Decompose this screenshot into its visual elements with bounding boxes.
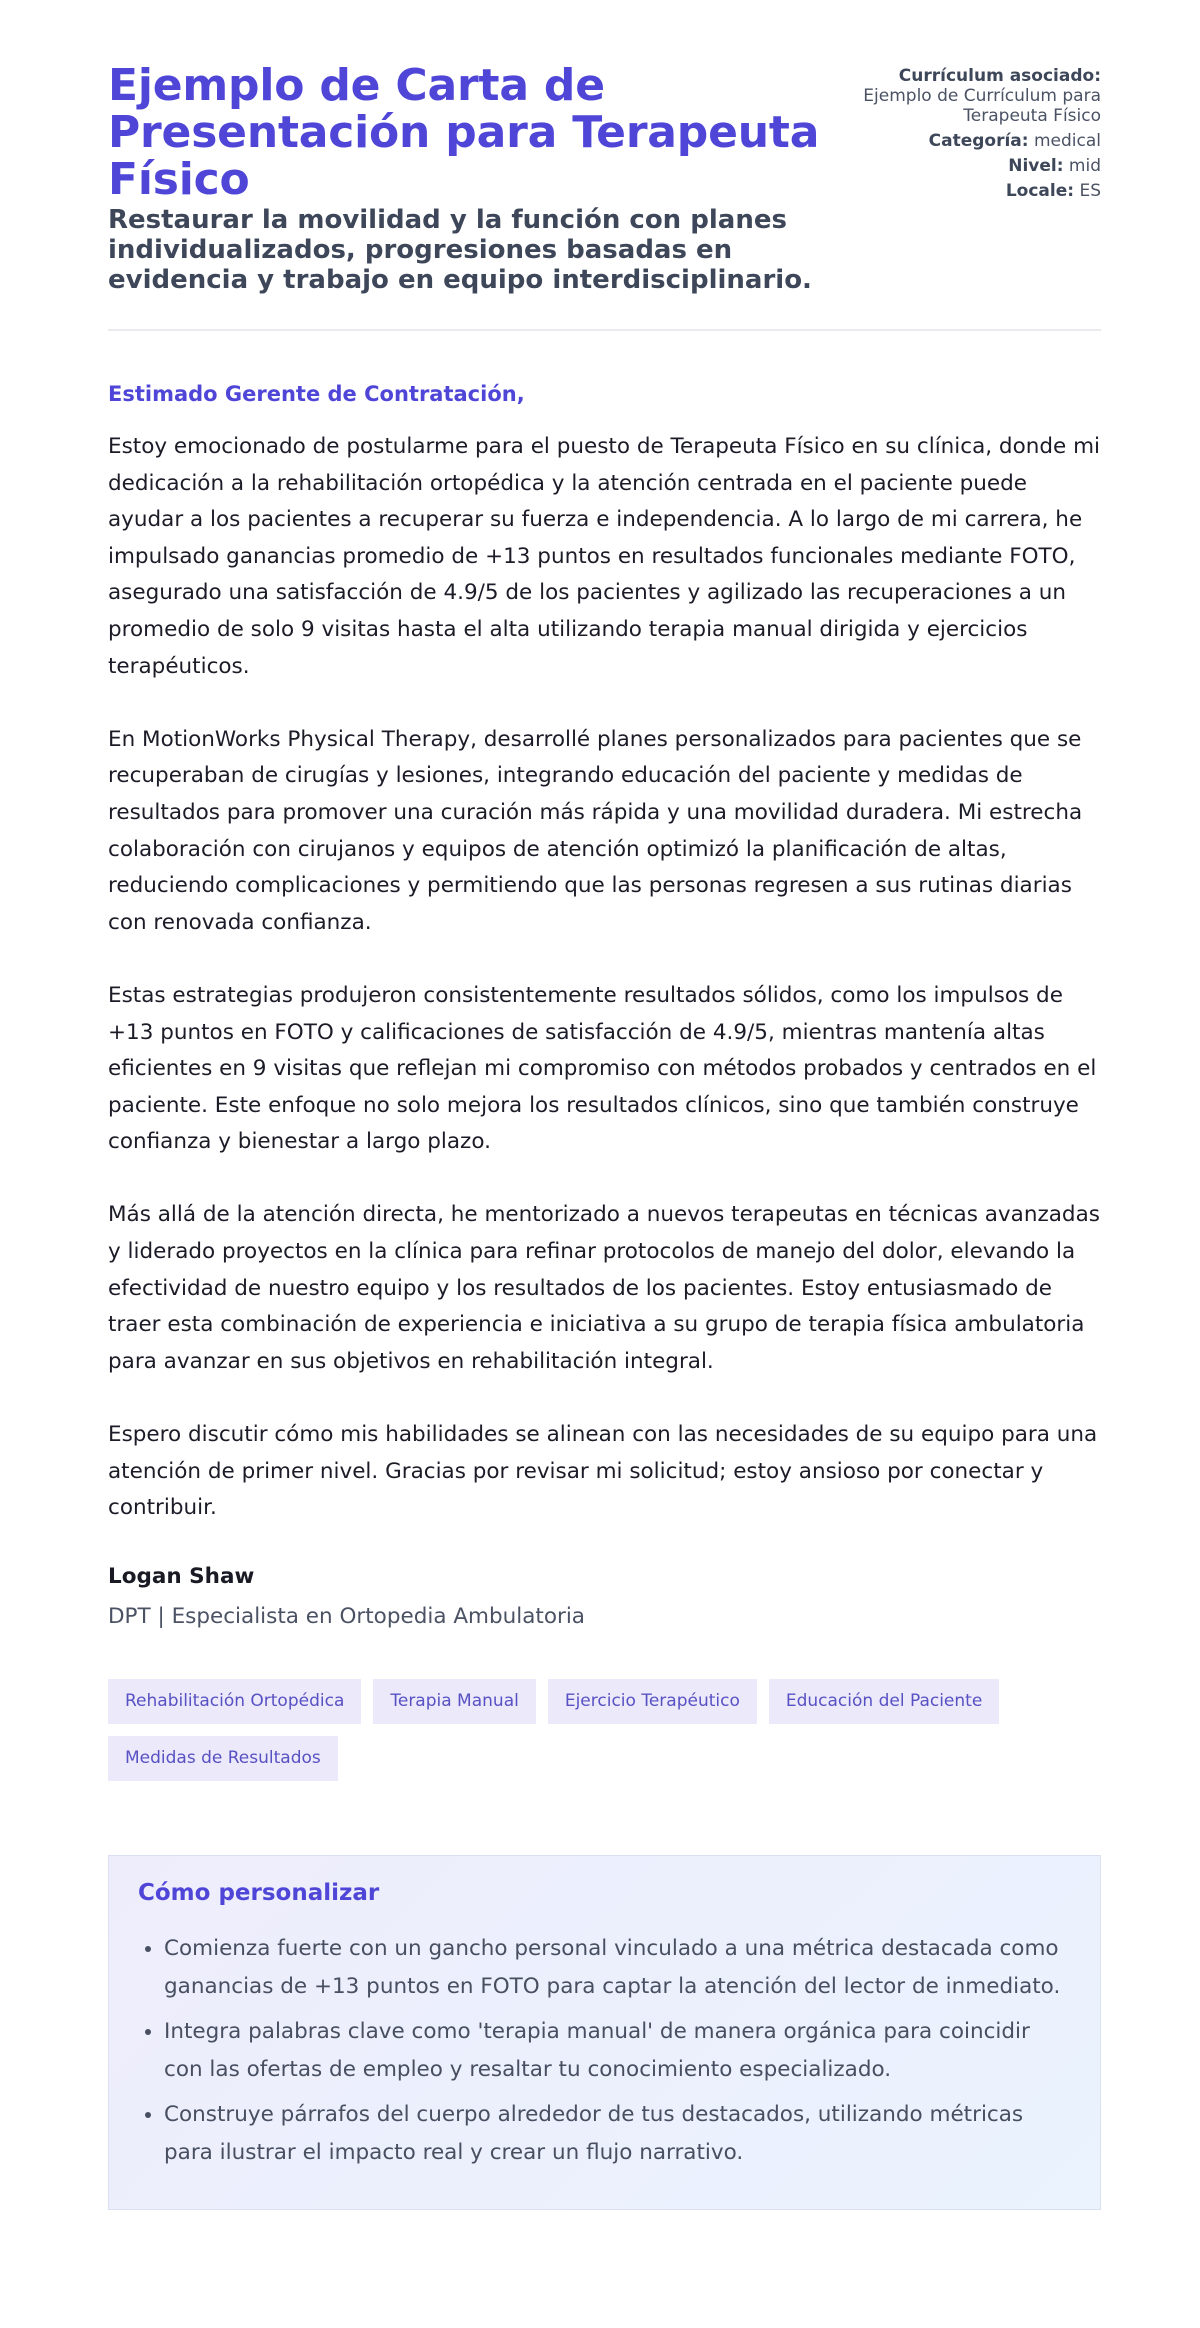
tips-item: • Integra palabras clave como 'terapia manual' de manera orgánica para coincidir con las ofertas de empleo y resaltar tu conocimiento especializado. xyxy=(164,2013,1071,2088)
skill-tag[interactable]: Medidas de Resultados xyxy=(108,1736,338,1781)
skill-tag[interactable]: Ejercicio Terapéutico xyxy=(548,1679,757,1724)
meta-category-label: Categoría: xyxy=(928,131,1029,151)
meta-level-label: Nivel: xyxy=(1008,156,1064,176)
skill-tags xyxy=(108,1679,1028,1781)
skill-tag[interactable]: Educación del Paciente xyxy=(769,1679,999,1724)
meta-panel xyxy=(841,66,1101,206)
page-subtitle: Restaurar la movilidad y la función con planes individualizados, progresiones basadas en evidencia y trabajo en equipo interdisciplinario. xyxy=(108,205,812,295)
tips-list xyxy=(138,1930,1071,2171)
meta-resume-value[interactable]: Ejemplo de Currículum para Terapeuta Físico xyxy=(863,86,1101,126)
meta-locale xyxy=(841,181,1101,201)
customization-tips-box xyxy=(108,1855,1101,2210)
meta-level-value: mid xyxy=(1068,156,1101,176)
meta-locale-label: Locale: xyxy=(1005,181,1075,201)
meta-category-value: medical xyxy=(1033,131,1101,151)
signature-name: Logan Shaw xyxy=(108,1564,255,1590)
meta-category xyxy=(841,131,1101,151)
meta-resume xyxy=(841,66,1101,126)
letter-paragraph: En MotionWorks Physical Therapy, desarrollé planes personalizados para pacientes que se recuperaban de cirugías y lesiones, integrando educación del paciente y medidas de resultados para promover una curación más rápida y una movilidad duradera. Mi estrecha colaboración con cirujanos y equipos de atención optimizó la planificación de altas, reduciendo complicaciones y permitiendo que las personas regresen a sus rutinas diarias con renovada confianza. xyxy=(108,726,1083,935)
letter-paragraph: Espero discutir cómo mis habilidades se alinean con las necesidades de su equipo para una atención de primer nivel. Gracias por revisar mi solicitud; estoy ansioso por conectar y contribuir. xyxy=(108,1422,1098,1521)
tips-item: • Construye párrafos del cuerpo alrededor de tus destacados, utilizando métricas para ilustrar el impacto real y crear un flujo narrativo. xyxy=(164,2096,1071,2171)
meta-locale-value: ES xyxy=(1079,181,1101,201)
page-header xyxy=(108,62,1101,295)
tips-item: • Comienza fuerte con un gancho personal vinculado a una métrica destacada como ganancias de +13 puntos en FOTO para captar la atención del lector de inmediato. xyxy=(164,1930,1071,2005)
signature-title: DPT | Especialista en Ortopedia Ambulatoria xyxy=(108,1604,585,1630)
cover-letter-page xyxy=(108,62,1101,2210)
letter-paragraph: Más allá de la atención directa, he mentorizado a nuevos terapeutas en técnicas avanzadas y liderado proyectos en la clínica para refinar protocolos de manejo del dolor, elevando la efectividad de nuestro equipo y los resultados de los pacientes. Estoy entusiasmado de traer esta combinación de experiencia e iniciativa a su grupo de terapia física ambulatoria para avanzar en sus objetivos en rehabilitación integral. xyxy=(108,1202,1100,1374)
letter-paragraph: Estas estrategias produjeron consistentemente resultados sólidos, como los impulsos de +13 puntos en FOTO y calificaciones de satisfacción de 4.9/5, mientras mantenía altas eficientes en 9 visitas que reflejan mi compromiso con métodos probados y centrados en el paciente. Este enfoque no solo mejora los resultados clínicos, sino que también construye confianza y bienestar a largo plazo. xyxy=(108,982,1097,1155)
skill-tag[interactable]: Terapia Manual xyxy=(373,1679,535,1724)
header-titles xyxy=(108,62,828,295)
letter-paragraph: Estoy emocionado de postularme para el puesto de Terapeuta Físico en su clínica, donde mi dedicación a la rehabilitación ortopédica y la atención centrada en el paciente puede ayudar a los pacientes a recuperar su fuerza e independencia. A lo largo de mi carrera, he impulsado ganancias promedio de +13 puntos en resultados funcionales mediante FOTO, asegurado una satisfacción de 4.9/5 de los pacientes y agilizado las recuperaciones a un promedio de solo 9 visitas hasta el alta utilizando terapia manual dirigida y ejercicios terapéuticos. xyxy=(108,434,1100,679)
skill-tag[interactable]: Rehabilitación Ortopédica xyxy=(108,1679,361,1724)
tips-title: Cómo personalizar xyxy=(138,1880,380,1907)
letter-body xyxy=(108,429,1101,1527)
header-divider xyxy=(108,329,1101,331)
letter-greeting: Estimado Gerente de Contratación, xyxy=(108,382,525,406)
meta-level xyxy=(841,156,1101,176)
page-title: Ejemplo de Carta de Presentación para Terapeuta Físico xyxy=(108,60,820,205)
meta-resume-label: Currículum asociado: xyxy=(898,66,1101,86)
